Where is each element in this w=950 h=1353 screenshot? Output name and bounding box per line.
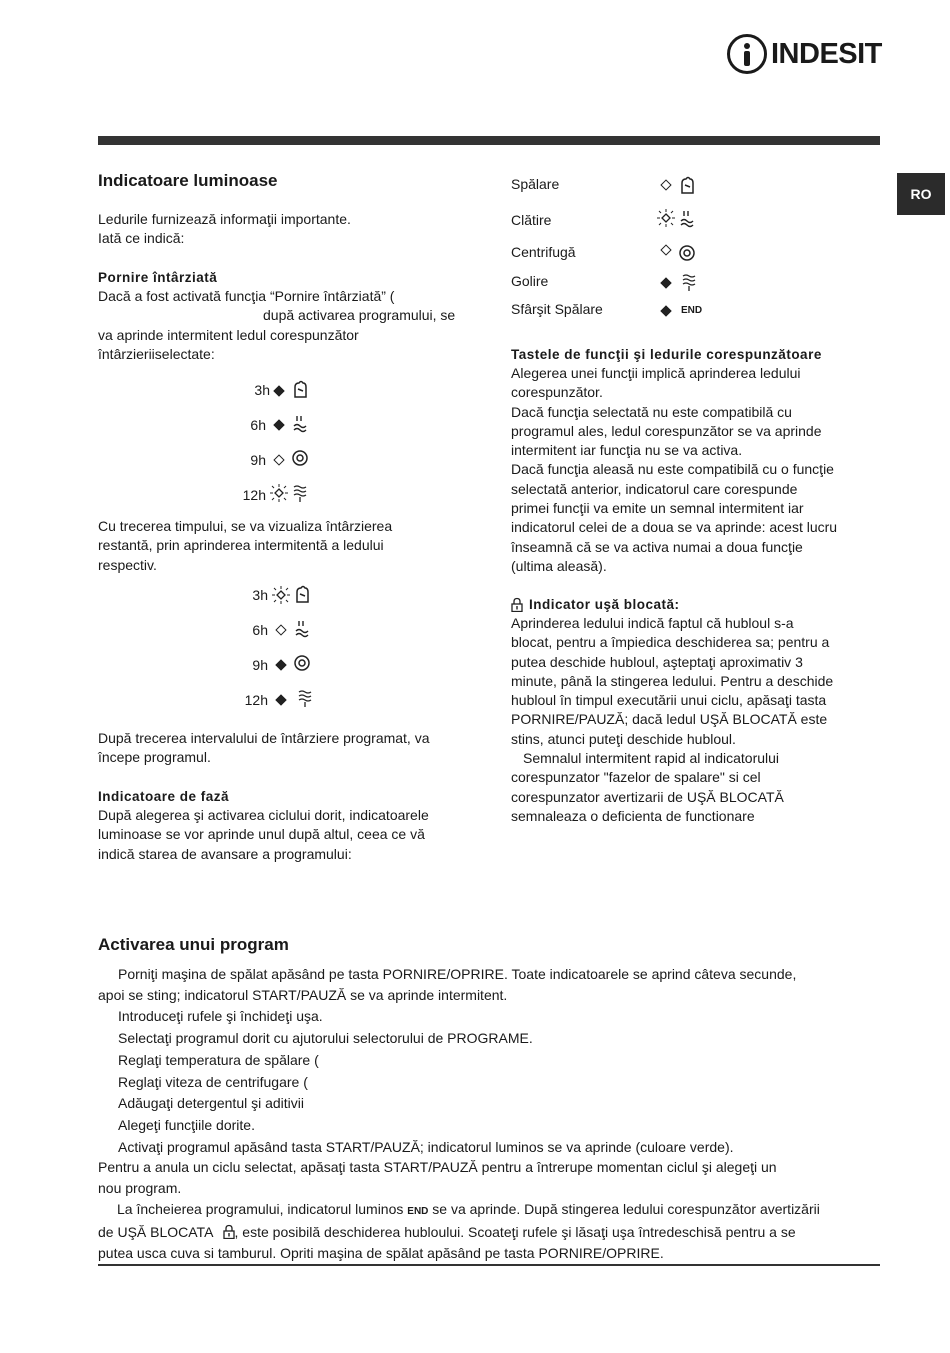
delay-heading: Pornire întârziată	[98, 270, 218, 285]
program-line: Reglaţi viteza de centrifugare (	[118, 1073, 308, 1090]
phase-label-spin: Centrifugă	[511, 244, 576, 260]
func-line: înseamnă că se va activa numai a doua funcţie	[511, 538, 803, 555]
flashing-led-icon	[272, 586, 290, 604]
func-line: selectată anterior, indicatorul care corespunde	[511, 480, 798, 497]
delay-row	[230, 688, 268, 716]
program-line: Alegeţi funcţiile dorite.	[118, 1116, 255, 1133]
func-line: intermitent iar funcţia nu se va activa.	[511, 442, 743, 459]
intro-line: Iată ce indică:	[98, 230, 185, 247]
program-line: nou program.	[98, 1180, 182, 1197]
led-indicator	[660, 277, 671, 288]
delay-label: 3h	[254, 382, 270, 398]
section-title-program: Activarea unui program	[98, 935, 289, 954]
language-tab: RO	[897, 173, 945, 215]
lock-line: corespunzator "fazelor de spalare" si cel	[511, 769, 761, 786]
lock-line: PORNIRE/PAUZĂ; dacă ledul UŞĂ BLOCATĂ este	[511, 711, 828, 728]
delay-line: întârzieriiselectate:	[98, 345, 215, 362]
progress-line: respectiv.	[98, 556, 157, 573]
func-line: indicatorul celei de a doua se va aprinde: acest lucru	[511, 519, 838, 536]
end-indicator: END	[681, 305, 703, 316]
phase-line: După alegerea şi activarea ciclului dorit, indicatoarele	[98, 807, 429, 823]
program-line: apoi se sting; indicatorul START/PAUZĂ se va aprinde intermitent.	[98, 986, 508, 1003]
top-rule	[98, 136, 880, 145]
led-indicator	[275, 659, 286, 670]
delay-row	[230, 483, 266, 511]
function-keys-heading: Tastele de funcţii şi ledurile corespunzătoare	[511, 347, 822, 362]
flashing-led-icon	[657, 209, 675, 227]
led-indicator	[273, 419, 284, 430]
delay-label: 9h	[250, 452, 266, 468]
spin-icon	[291, 448, 309, 468]
delay-label: 6h	[250, 417, 266, 433]
wash-icon	[291, 379, 309, 399]
program-line	[98, 1222, 898, 1243]
program-line: Pentru a anula un ciclu selectat, apăsaţi tasta START/PAUZĂ pentru a întrerupe momentan ciclul şi alegeţi un	[98, 1159, 777, 1176]
func-line: Dacă funcţia selectată nu este compatibilă cu	[511, 403, 792, 420]
end-indicator: END	[407, 1205, 429, 1217]
door-lock-text	[511, 614, 833, 826]
func-line: Alegerea unei funcţii implică aprinderea ledului	[511, 365, 801, 381]
program-text: , este posibilă deschiderea hubloului. Scoateţi rufele şi lăsaţi uşa întredeschisă pentru a se	[234, 1224, 796, 1241]
delay-row	[230, 378, 270, 406]
drain-icon	[296, 688, 314, 708]
spin-icon	[293, 653, 311, 673]
brand-name: INDESIT	[771, 38, 882, 70]
delay-label: 6h	[252, 622, 268, 638]
lock-icon	[223, 1224, 235, 1239]
intro-text	[98, 210, 351, 249]
lock-line: blocat, pentru a împiedica deschiderea sa; pentru a	[511, 634, 830, 651]
phase-line: luminoase se vor aprinde unul după altul, ceea ce vă	[98, 826, 425, 843]
phase-label-wash: Spălare	[511, 176, 560, 192]
bottom-rule	[98, 1264, 880, 1266]
flashing-led-icon	[270, 484, 288, 502]
program-steps	[98, 964, 898, 1264]
phase-label-rinse: Clătire	[511, 212, 552, 228]
lock-line: putea deschide hubloul, aşteptaţi aproximativ 3	[511, 653, 803, 670]
lock-icon	[511, 597, 523, 612]
delay-line: Dacă a fost activată funcţia “Pornire întârziată” (	[98, 288, 395, 304]
program-line: Selectaţi programul dorit cu ajutorului selectorului de PROGRAME.	[118, 1030, 533, 1047]
lock-line: stins, atunci puteţi deschide hubloul.	[511, 730, 736, 747]
door-lock-heading: Indicator uşă blocată:	[529, 597, 680, 612]
delay-text	[98, 287, 478, 364]
delay-label: 9h	[252, 657, 268, 673]
delay-row	[230, 413, 266, 441]
delay-label: 3h	[252, 587, 268, 603]
func-line: (ultima aleasă).	[511, 557, 607, 574]
led-indicator	[275, 694, 286, 705]
drain-icon	[680, 272, 698, 292]
lock-line: hubloul în timpul executării unui ciclu, apăsaţi tasta	[511, 692, 827, 709]
led-indicator	[660, 305, 671, 316]
phase-text	[98, 806, 429, 864]
program-line: Reglaţi temperatura de spălare (	[118, 1051, 319, 1068]
lock-line: semnaleaza o deficienta de functionare	[511, 807, 755, 824]
wash-icon	[678, 175, 696, 195]
progress-line: Cu trecerea timpului, se va vizualiza întârzierea	[98, 518, 393, 534]
led-indicator	[660, 244, 671, 255]
after-delay-line: începe programul.	[98, 749, 211, 766]
logo-i-icon	[727, 34, 767, 74]
led-indicator	[273, 454, 284, 465]
func-line: programul ales, ledul corespunzător se va aprinde	[511, 422, 822, 439]
delay-row	[230, 583, 268, 611]
program-line: Adăugaţi detergentul şi aditivii	[118, 1095, 305, 1112]
phase-heading: Indicatoare de fază	[98, 789, 230, 804]
delay-line: va aprinde intermitent ledul corespunzător	[98, 326, 359, 343]
delay-label: 12h	[242, 487, 266, 503]
delay-line: după activarea programului, se	[263, 307, 456, 324]
progress-line: restantă, prin aprinderea intermitentă a ledului	[98, 537, 384, 554]
delay-progress-text	[98, 517, 392, 575]
program-text: La încheierea programului, indicatorul luminos	[117, 1200, 404, 1217]
program-text: se va aprinde. După stingerea ledului corespunzător avertizării	[432, 1200, 820, 1217]
program-line: putea usca cuva si tamburul. Opriti maşina de spălat apăsând pe tasta PORNIRE/OPRIRE.	[98, 1245, 664, 1262]
delay-row	[230, 653, 268, 681]
after-delay-text	[98, 729, 430, 768]
lock-line: Semnalul intermitent rapid al indicatorului	[523, 750, 780, 767]
rinse-icon	[293, 618, 311, 638]
rinse-icon	[678, 208, 696, 228]
wash-icon	[293, 584, 311, 604]
delay-row	[230, 618, 268, 646]
section-title-indicators: Indicatoare luminoase	[98, 171, 278, 190]
drain-icon	[291, 483, 309, 503]
phase-line: indică starea de avansare a programului:	[98, 845, 352, 862]
led-indicator	[660, 179, 671, 190]
delay-label: 12h	[244, 692, 268, 708]
func-line: corespunzător.	[511, 384, 603, 401]
program-line	[98, 1199, 898, 1223]
program-text: de UŞĂ BLOCATA	[98, 1224, 213, 1241]
after-delay-line: După trecerea intervalului de întârziere programat, va	[98, 730, 430, 746]
program-line: Activaţi programul apăsând tasta START/PAUZĂ; indicatorul luminos se va aprinde (culoare verde).	[118, 1138, 734, 1155]
led-indicator	[273, 385, 284, 396]
spin-icon	[678, 243, 696, 263]
phase-label-drain: Golire	[511, 273, 549, 289]
delay-row	[230, 448, 266, 476]
lock-line: Aprinderea ledului indică faptul că hubloul s-a	[511, 615, 794, 631]
lock-line: corespunzator avertizarii de UŞĂ BLOCATĂ	[511, 788, 784, 805]
intro-line: Ledurile furnizează informaţii importante.	[98, 211, 351, 227]
phase-label-end: Sfârşit Spălare	[511, 301, 603, 317]
led-indicator	[275, 624, 286, 635]
rinse-icon	[291, 413, 309, 433]
lock-line: minute, până la stingerea ledului. Pentru a deschide	[511, 672, 834, 689]
func-line: primei funcţii va emite un semnal intermitent iar	[511, 500, 804, 517]
func-line: Dacă funcţia aleasă nu este compatibilă cu o funcţie	[511, 461, 834, 478]
function-keys-text	[511, 364, 837, 576]
program-line: Introduceţi rufele şi închideţi uşa.	[118, 1008, 323, 1025]
program-line: Porniţi maşina de spălat apăsând pe tasta PORNIRE/OPRIRE. Toate indicatoarele se aprind câteva secunde,	[118, 966, 797, 982]
